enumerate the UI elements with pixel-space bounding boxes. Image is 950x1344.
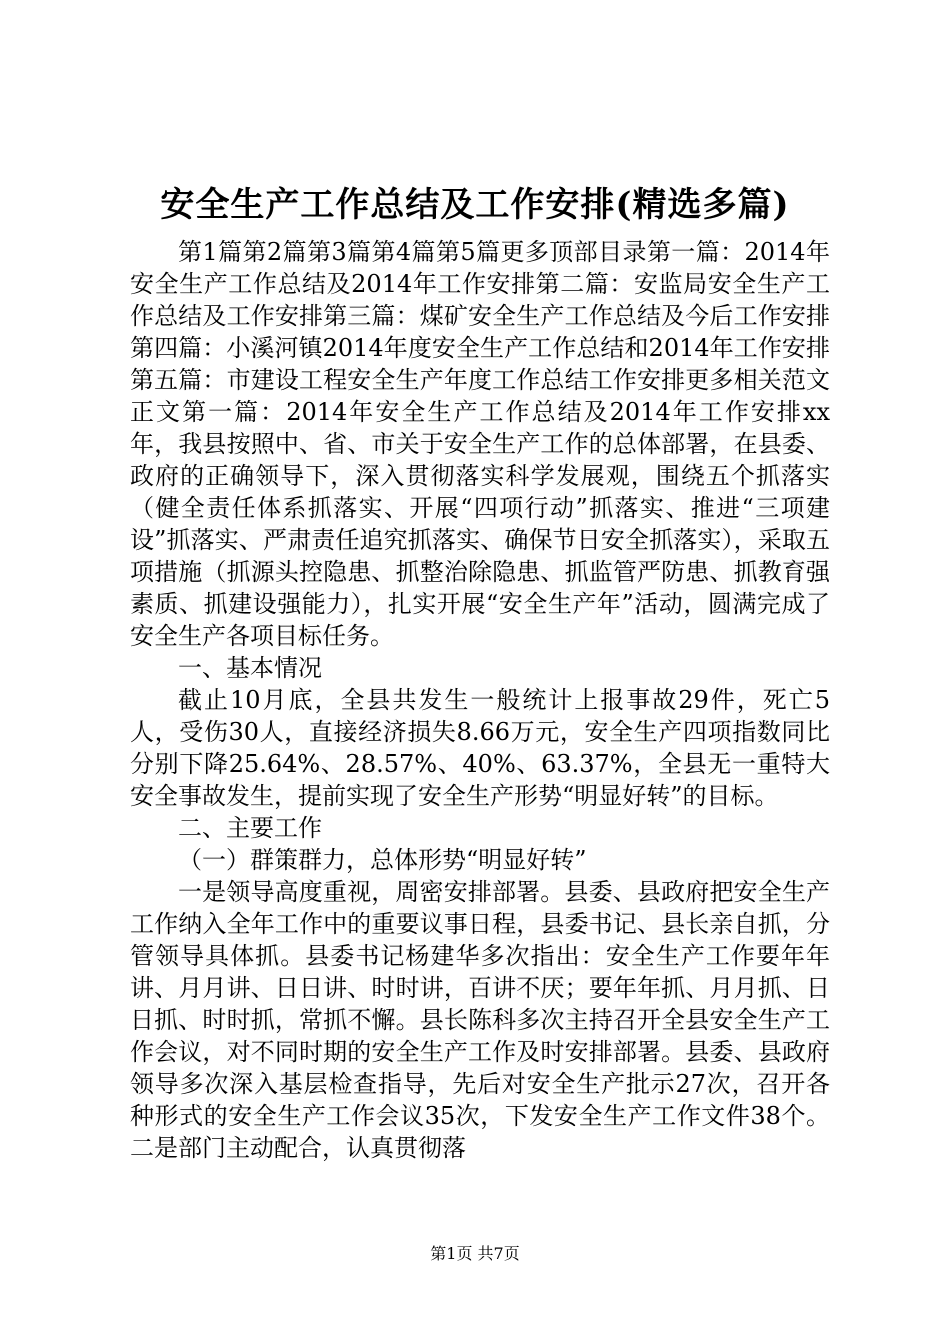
heading-basic-situation: 一、基本情况 <box>178 654 322 682</box>
document-title: 安全生产工作总结及工作安排(精选多篇) <box>160 185 790 225</box>
paragraph-leadership: 一是领导高度重视，周密安排部署。县委、县政府把安全生产工作纳入全年工作中的重要议事日程，县委书记、县长亲自抓，分管领导具体抓。县委书记杨建华多次指出：安全生产工作要年年讲、月月讲、日日讲、时时讲，百讲不厌；要年年抓、月月抓、日日抓、时时抓，常抓不懈。县长陈科多次主持召开全县安全生产工作会议，对不同时期的安全生产工作及时安排部署。县委、县政府领导多次深入基层检查指导，先后对安全生产批示27次，召开各种形式的安全生产工作会议35次，下发安全生产工作文件38个。二是部门主动配合，认真贯彻落 <box>130 878 830 1162</box>
document-body <box>130 236 830 1164</box>
page-number: 第1页 共7页 <box>430 1244 520 1263</box>
paragraph-intro: 第1篇第2篇第3篇第4篇第5篇更多顶部目录第一篇：2014年安全生产工作总结及2014年工作安排第二篇：安监局安全生产工作总结及工作安排第三篇：煤矿安全生产工作总结及今后工作安排第四篇：小溪河镇2014年度安全生产工作总结和2014年工作安排第五篇：市建设工程安全生产年度工作总结工作安排更多相关范文正文第一篇：2014年安全生产工作总结及2014年工作安排xx年，我县按照中、省、市关于安全生产工作的总体部署，在县委、政府的正确领导下，深入贯彻落实科学发展观，围绕五个抓落实（健全责任体系抓落实、开展“四项行动”抓落实、推进“三项建设”抓落实、严肃责任追究抓落实、确保节日安全抓落实），采取五项措施（抓源头控隐患、抓整治除隐患、抓监管严防患、抓教育强素质、抓建设强能力），扎实开展“安全生产年”活动，圆满完成了安全生产各项目标任务。 <box>130 238 830 650</box>
subheading-cooperation: （一）群策群力，总体形势“明显好转” <box>178 846 587 874</box>
paragraph-statistics: 截止10月底，全县共发生一般统计上报事故29件，死亡5人，受伤30人，直接经济损失8.66万元，安全生产四项指数同比分别下降25.64%、28.57%、40%、63.37%，全县无一重特大安全事故发生，提前实现了安全生产形势“明显好转”的目标。 <box>130 686 830 810</box>
heading-main-work: 二、主要工作 <box>178 814 322 842</box>
